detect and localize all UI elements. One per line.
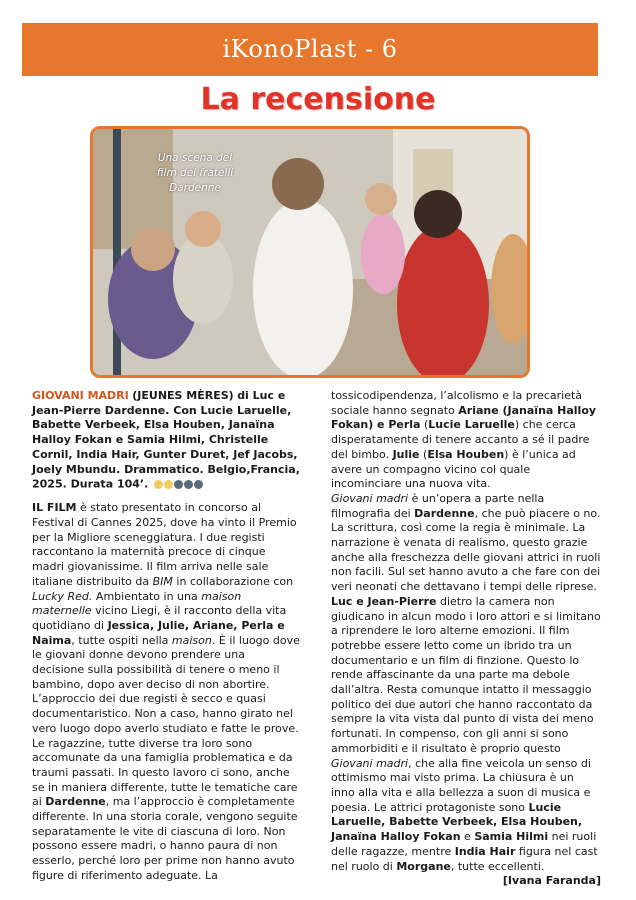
il-film-label: IL FILM: [32, 501, 77, 515]
film-details: di Luc e Jean-Pierre Dardenne. Con Lucie Laruelle, Babette Verbeek, Elsa Houben, Janaïna Halloy Fokan e Samia Hilmi, Christelle Cornil, India Hair, Gunter Duret, Jef Jacobs, Joely Mbundu. Drammatico. Belgio,Francia, 2025. Durata 104’.: [32, 389, 300, 491]
photo-caption: Una scena del film dei fratelli Dardenne: [156, 152, 234, 194]
film-still-photo: [90, 126, 530, 378]
review-paragraph-2-end: tossicodipendenza, l’alcolismo e la precarietà sociale hanno segnato Ariane (Janaïna Halloy Fokan) e Perla (Lucie Laruelle) che cerca disperatamente di tenere accanto a sé il padre del bimbo. Julie (Elsa Houben) è l’unica ad avere un compagno vicino col quale incominciare una nuova vita.: [331, 389, 597, 491]
rating-dot-empty: [194, 480, 203, 489]
rating-dots: [154, 477, 204, 492]
film-title-it: GIOVANI MADRI: [32, 389, 129, 402]
header-title: iKonoPlast - 6: [222, 35, 398, 63]
film-info-paragraph: [32, 389, 300, 492]
rating-dot-filled: [164, 480, 173, 489]
film-title-fr: (JEUNES MÈRES): [132, 389, 234, 402]
header-bar: [22, 23, 598, 76]
review-paragraph-2-text: , ma l’approccio è completamente differente. In una storia corale, vengono seguite separatamente le vite di ciascuna di loro. Non possono essere madri, o hanno paura di non esserlo, perché loro per prime non hanno avuto figure di riferimento adeguate. La: [32, 795, 298, 882]
section-title: La recensione: [200, 82, 436, 117]
article-column-left: [32, 389, 300, 884]
article-column-right: [331, 389, 601, 889]
review-paragraph-2-start: L’approccio dei due registi è secco e quasi documentaristico. Non a caso, hanno girato nel vero luogo dopo averlo studiato e fatte le prove. Le ragazzine, tutte diverse tra loro sono accomunate da una famiglia problematica e da traumi passati. In questo lavoro ci sono, anche se in maniera differente, tutte le tematiche care ai Dardenne, ma l’approccio è completamente differente. In una storia corale, vengono seguite separatamente le vite di ciascuna di loro. Non possono essere madri, o hanno paura di non esserlo, perché loro per prime non hanno avuto figure di riferimento adeguate. La: [32, 692, 299, 882]
review-paragraph-3: Giovani madri è un’opera a parte nella filmografia dei Dardenne, che può piacere o no. La scrittura, così come la regia è minimale. La narrazione è venata di realismo, questo grazie anche alla freschezza delle giovani attrici in ruoli non facili. Sul set hanno avuto a che fare con dei veri neonati che dettavano i tempi delle riprese. Luc e Jean-Pierre dietro la camera non giudicano in alcun modo i loro attori e si limitano a riprendere le loro alterne emozioni. Il film potrebbe essere letto come un ibrido tra un documentario e un film di finzione. Questo lo rende affascinante da una parte ma debole dall’altra. Resta comunque intatto il messaggio politico dei due autori che hanno raccontato da sempre la vita vista dal punto di vista dei meno fortunati. In compenso, con gli anni si sono ammorbiditi e il risultato è proprio questo Giovani madri, che alla fine veicola un senso di ottimismo mai visto prima. La chiusura è un inno alla vita e alla bellezza a suon di musica e poesia. Le attrici protagoniste sono Lucie Laruelle, Babette Verbeek, Elsa Houben, Janaïna Halloy Fokan e Samia Hilmi nei ruoli delle ragazze, mentre India Hair figura nel cast nel ruolo di Morgane, tutte eccellenti.: [331, 491, 601, 873]
rating-dot-empty: [184, 480, 193, 489]
rating-dot-filled: [154, 480, 163, 489]
review-paragraph-1: IL FILM è stato presentato in concorso al Festival di Cannes 2025, dove ha vinto il Premio per la Migliore sceneggiatura. I due registi raccontano la maternità precoce di cinque madri giovanissime. Il film arriva nelle sale italiane distribuito da BIM in collaborazione con Lucky Red. Ambientato in una maison maternelle vicino Liegi, è il racconto della vita quotidiano di Jessica, Julie, Ariane, Perla e Naima, tutte ospiti nella maison. È il luogo dove le giovani donne devono prendere una decisione sulla possibilità di tenere o meno il bambino, dopo aver deciso di non abortire.: [32, 501, 300, 691]
rating-dot-empty: [174, 480, 183, 489]
author-signature: [Ivana Faranda]: [502, 874, 601, 888]
review-paragraph-2-continued: tossicodipendenza, l’alcolismo e la precarietà sociale hanno segnato: [331, 389, 583, 417]
